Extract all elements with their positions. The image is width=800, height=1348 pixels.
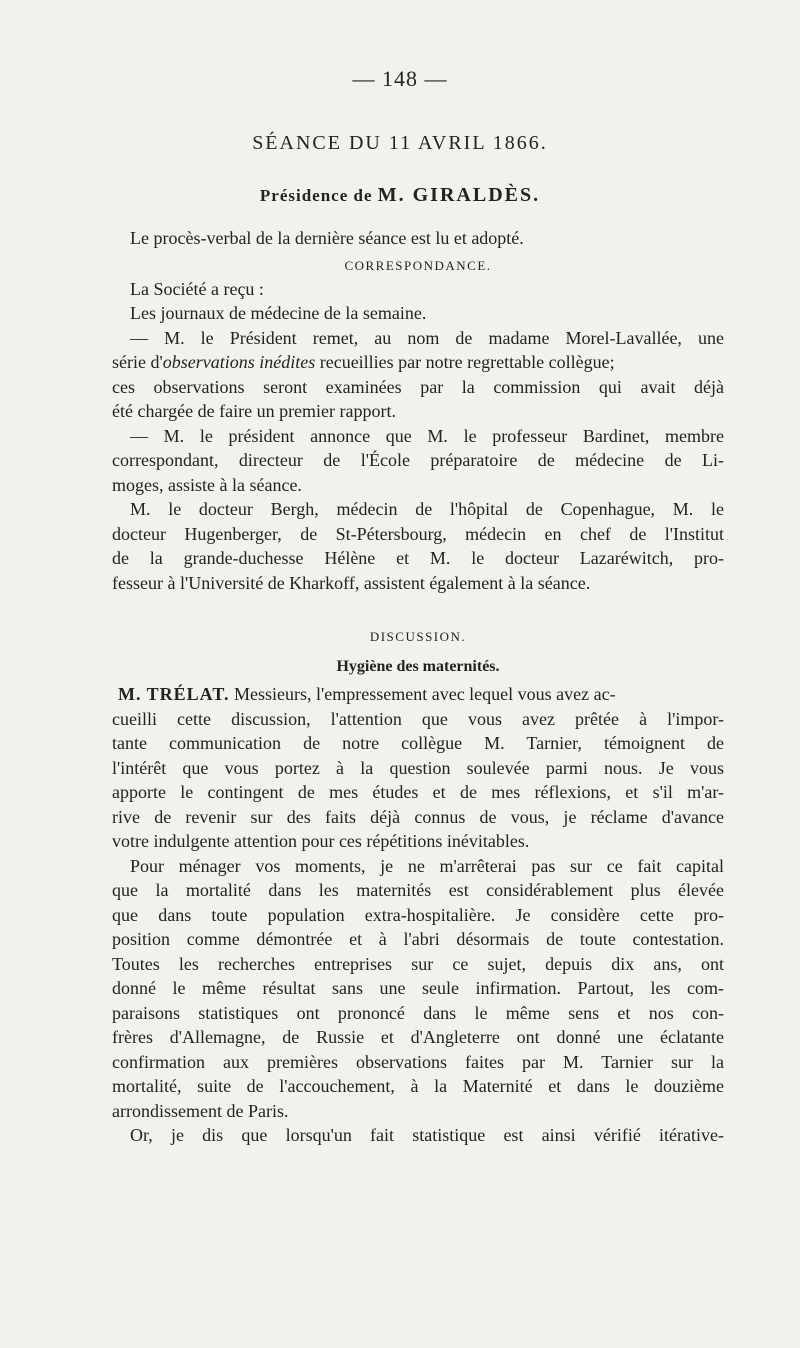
speaker-text: Messieurs, l'empressement avec lequel vous avez ac- [234,684,616,704]
text-line: M. le docteur Bergh, médecin de l'hôpital de Copenhague, M. le [130,499,724,519]
text-line: paraisons statistiques ont prononcé dans le même sens et nos con- [112,1002,724,1023]
correspondance-heading: CORRESPONDANCE. [344,257,492,273]
text-line: que la mortalité dans les maternités est considérablement plus élevée [112,880,724,900]
text-line: que dans toute population extra-hospitalière. Je considère cette pro- [112,904,724,925]
text-line: votre indulgente attention pour ces répétitions inévitables. [112,831,530,851]
presidence-name: M. GIRALDÈS. [377,184,541,206]
text-line: moges, assiste à la séance. [112,474,302,495]
text-line: La Société a reçu : [130,278,264,299]
text-line: apporte le contingent de mes études et de mes réflexions, et s'il m'ar- [112,782,724,802]
text-line: donné le même résultat sans une seule infirmation. Partout, les com- [112,978,724,998]
page-number: — 148 — [352,66,448,91]
opening-line: Le procès-verbal de la dernière séance est lu et adopté. [130,228,524,248]
text-line: été chargée de faire un premier rapport. [112,401,397,421]
speaker-line [112,682,724,707]
text-line [112,350,724,375]
text-line: — M. le Président remet, au nom de madame Morel-Lavallée, une [130,327,724,348]
text-line: — M. le président annonce que M. le professeur Bardinet, membre [130,425,724,446]
text-line: mortalité, suite de l'accouchement, à la Maternité et dans le douzième [112,1076,724,1096]
text-line: tante communication de notre collègue M. Tarnier, témoignent de [112,733,724,753]
text-line: cueilli cette discussion, l'attention que vous avez prêtée à l'impor- [112,708,724,729]
text-line: l'intérêt que vous portez à la question soulevée parmi nous. Je vous [112,757,724,778]
text-line: Or, je dis que lorsqu'un fait statistique est ainsi vérifié itérative- [130,1125,724,1145]
text-line: rive de revenir sur des faits déjà connus de vous, je réclame d'avance [112,806,724,827]
text-line: arrondissement de Paris. [112,1100,289,1121]
serie-rest: recueillies par notre regrettable collègue; [319,352,615,372]
text-line: frères d'Allemagne, de Russie et d'Angleterre ont donné une éclatante [112,1027,724,1047]
text-line: docteur Hugenberger, de St-Pétersbourg, médecin en chef de l'Institut [112,523,724,544]
serie-italic: observations inédites [162,352,316,372]
correspondance-block [112,226,724,595]
speaker-name: M. TRÉLAT. [118,684,230,704]
text-line: ces observations seront examinées par la commission qui avait déjà [112,376,724,397]
discussion-subheading: Hygiène des maternités. [336,658,500,675]
session-heading: SÉANCE DU 11 AVRIL 1866. [252,132,548,154]
text-line: position comme démontrée et à l'abri désormais de toute contestation. [112,929,724,949]
text-line: correspondant, directeur de l'École préparatoire de médecine de Li- [112,450,724,470]
text-line: Toutes les recherches entreprises sur ce sujet, depuis dix ans, ont [112,953,724,974]
presidence-label: Présidence de [259,186,373,205]
text-line: de la grande-duchesse Hélène et M. le docteur Lazaréwitch, pro- [112,548,724,568]
text-line: Les journaux de médecine de la semaine. [130,303,427,323]
presidence-heading [0,184,800,207]
discussion-block [112,622,724,1148]
text-line: fesseur à l'Université de Kharkoff, assistent également à la séance. [112,572,591,593]
text-line: Pour ménager vos moments, je ne m'arrêterai pas sur ce fait capital [130,855,724,876]
serie-prefix: série d' [112,352,163,372]
discussion-heading: DISCUSSION. [369,629,467,644]
text-line: confirmation aux premières observations faites par M. Tarnier sur la [112,1051,724,1072]
